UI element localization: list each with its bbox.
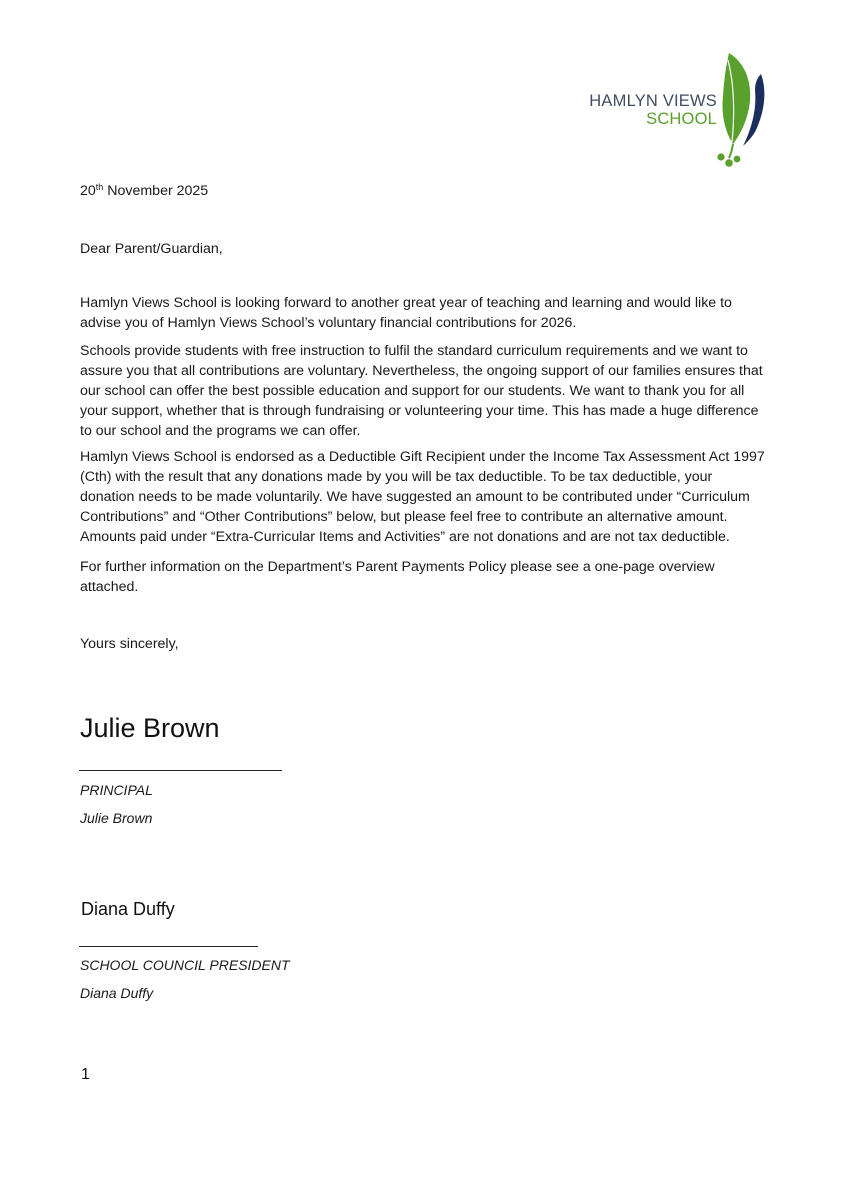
principal-role: PRINCIPAL (80, 782, 153, 798)
paragraph: For further information on the Department’s Parent Payments Policy please see a one-page overview attached. (80, 559, 715, 595)
signature-line (79, 770, 282, 771)
date-month-year: November 2025 (103, 183, 209, 199)
president-signature: Diana Duffy (81, 899, 175, 919)
school-logo (585, 50, 775, 172)
president-name: Diana Duffy (80, 985, 154, 1001)
president-role: SCHOOL COUNCIL PRESIDENT (80, 957, 290, 973)
paragraph: Hamlyn Views School is endorsed as a Deductible Gift Recipient under the Income Tax Assessment Act 1997 (Cth) with the result that any donations made by you will be tax deductible. To be tax deductible, your donation needs to be made voluntarily. We have suggested an amount to be contributed under “Curriculum Contributions” and “Other Contributions” below, but please feel free to contribute an alternative amount. Amounts paid under “Extra-Curricular Items and Activities” are not donations and are not tax deductible. (80, 449, 765, 545)
paragraph: Schools provide students with free instruction to fulfil the standard curriculum requirements and we want to assure you that all contributions are voluntary. Nevertheless, the ongoing support of our families ensures that our school can offer the best possible education and support for our students. We want to thank you for all your support, whether that is through fundraising or volunteering your time. This has made a huge difference to our school and the programs we can offer. (80, 343, 763, 439)
logo-text-line2: SCHOOL (646, 110, 717, 128)
letter-date (80, 181, 208, 201)
date-day: 20 (80, 183, 96, 199)
paragraph: Hamlyn Views School is looking forward to another great year of teaching and learning and would like to advise you of Hamlyn Views School’s voluntary financial contributions for 2026. (80, 295, 732, 331)
principal-signature: Julie Brown (80, 713, 220, 743)
principal-name: Julie Brown (80, 810, 153, 826)
logo-text-line1: HAMLYN VIEWS (589, 92, 717, 110)
page-number: 1 (81, 1066, 90, 1083)
date-suffix: th (95, 182, 104, 192)
greeting: Dear Parent/Guardian, (80, 241, 223, 257)
signature-line (79, 946, 258, 947)
gum-leaf-icon (717, 50, 777, 172)
closing: Yours sincerely, (80, 636, 179, 652)
